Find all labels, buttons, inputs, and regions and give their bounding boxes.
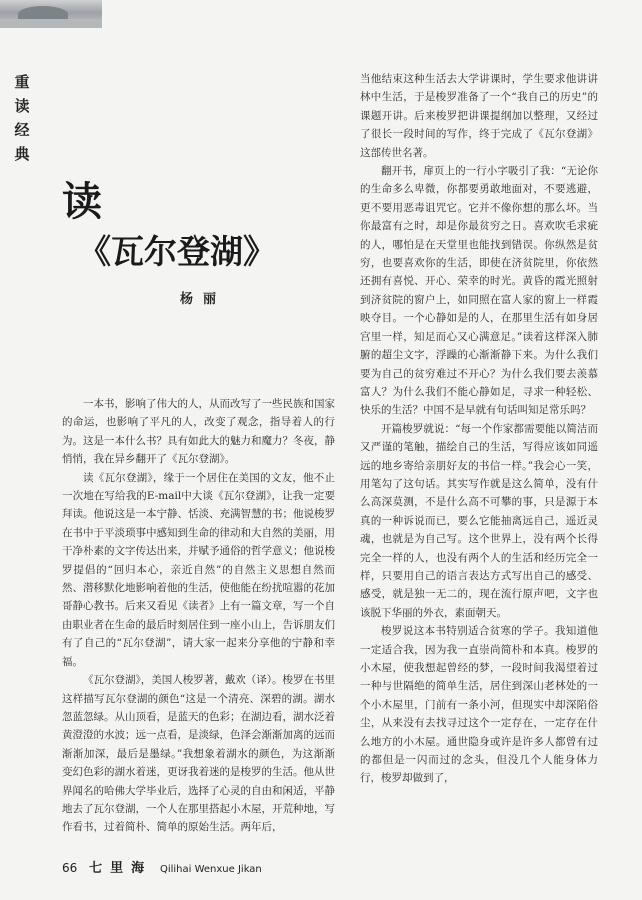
- left-text-column: [62, 395, 335, 837]
- header-decoration-image: [0, 0, 102, 28]
- right-text-column: [360, 70, 598, 788]
- section-label-char: 经: [14, 121, 30, 139]
- page-footer: [62, 857, 262, 876]
- article-title-line2: 《瓦尔登湖》: [78, 232, 276, 271]
- paragraph: 翻开书，扉页上的一行小字吸引了我：“无论你的生命多么卑微，你都要勇敢地面对，不要逃避，更不要用恶毒诅咒它。它并不像你想的那么坏。当你最富有之时，却是你最贫穷之日。喜欢吹毛求疵的人，哪怕是在天堂里也能找到错误。你纵然是贫穷，也要喜欢你的生活，即使在济贫院里，你依然还拥有喜悦、开心、荣幸的时光。黄昏的霞光照射到济贫院的窗户上，如同照在富人家的窗上一样霞映夺目。一个心静如是的人，在那里生活有如身居宫里一样，知足而心又心满意足。”读着这样深入肺腑的超尘文字，浮躁的心渐渐静下来。为什么我们要为自己的贫穷难过不开心？为什么我们要去羡慕富人？为什么我们不能心静如足，寻求一种轻松、快乐的生活？中国不是早就有句话叫知足常乐吗？: [360, 165, 598, 417]
- page-number: 66: [62, 861, 78, 875]
- section-label-char: 典: [14, 145, 30, 163]
- magazine-name-cn: 七里海: [89, 861, 153, 876]
- article-author: 杨丽: [180, 292, 227, 307]
- section-label-char: 读: [14, 97, 30, 115]
- paragraph: 当他结束这种生活去大学讲课时，学生要求他讲讲林中生活，于是梭罗准备了一个“我自己的历史”的课题开讲。后来梭罗把讲课提纲加以整理，又经过了很长一段时间的写作，终于完成了《瓦尔登湖》这部传世名著。: [360, 73, 598, 159]
- article-title-line1: 读: [62, 179, 102, 225]
- magazine-name-en: Qilihai Wenxue Jikan: [159, 864, 262, 875]
- paragraph: 梭罗说这本书特别适合贫寒的学子。我知道他一定适合我，因为我一直崇尚简朴和本真。梭罗的小木屋，使我想起曾经的梦，一段时间我渴望着过一种与世隔绝的简单生活，居住到深山老林处的一个小木屋里，门前有一条小河，但现实中却深陷俗尘，从来没有去找寻过这个一定存在，一定存在什么地方的小木屋。通世隐身或许是许多人都曾有过的都但是一闪而过的念头，但没几个人能身体力行，梭罗却做到了，: [360, 625, 598, 785]
- paragraph: 一本书，影响了伟大的人，从而改写了一些民族和国家的命运，也影响了平凡的人，改变了观念，指导着人的行为。这是一本什么书？具有如此大的魅力和魔力？冬夜，静悄悄，我在异乡翻开了《瓦尔登湖》。: [62, 398, 335, 466]
- section-label-char: 重: [14, 73, 30, 91]
- section-label: [12, 70, 32, 166]
- paragraph: 《瓦尔登湖》，美国人梭罗著，戴欢（译）。梭罗在书里这样描写瓦尔登湖的颜色“这是一个清亮、深碧的湖。湖水忽蓝忽绿。从山顶看，是蓝天的色彩；在湖边看，湖水泛着黄澄澄的水波；远一点看，是淡绿，色泽会渐渐加离的远而渐渐加深，最后是墨绿。”我想象着湖水的颜色，为这渐渐变幻色彩的湖水着迷，更讶我着迷的是梭罗的生活。他从世界闻名的哈佛大学毕业后，选择了心灵的自由和闲适，平静地去了瓦尔登湖，一个人在那里搭起小木屋，开荒种地，写作看书，过着简朴、简单的原始生活。两年后，: [62, 674, 335, 834]
- paragraph: 开篇梭罗就说：“每一个作家都需要能以简洁而又严谨的笔触，描绘自己的生活，写得应该如同遥远的地乡寄给亲朋好友的书信一样。”我会心一笑，用笔勾了这句话。其实写作就是这么简单，没有什么高深莫测，不是什么高不可攀的事，只是源于本真的一种诉说而已，要么它能抽离远自己，遥近灵魂，也就是为自己写。这个世界上，没有两个长得完全一样的人，也没有两个人的生活和经历完全一样，只要用自己的语言表达方式写出自己的感受、感受，就是独一无二的，现在流行原声吧，文字也该脱下华丽的外衣，素面朝天。: [360, 422, 598, 619]
- paragraph: 读《瓦尔登湖》，缘于一个居住在美国的文友，他不止一次地在写给我的E-mail中大谈《瓦尔登湖》，让我一定要拜读。他说这是一本宁静、恬淡、充满智慧的书；他说梭罗在书中于平淡琐事中感知到生命的律动和大自然的美丽，用干净朴素的文字传达出来，并赋予通俗的哲学意义；他说梭罗提倡的“回归本心，亲近自然”的自然主义思想自然而然、潜移默化地影响着他的生活，使他能在纷扰喧嚣的花加哥静心教书。后来又看见《读者》上有一篇文章，写一个自由职业者在生命的最后时刻居住到一座小山上，告诉朋友们有了自己的“瓦尔登湖”，请大家一起来分享他的宁静和幸福。: [62, 471, 335, 668]
